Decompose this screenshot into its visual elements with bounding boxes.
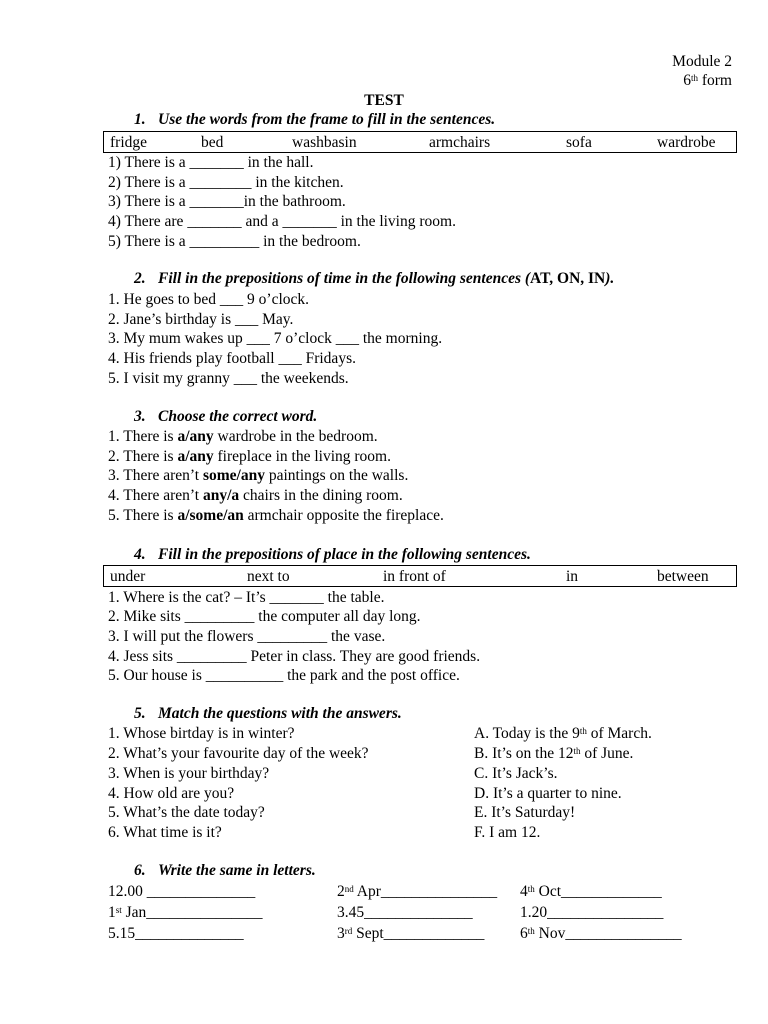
sentence-line: 4. His friends play football ___ Fridays.: [108, 350, 356, 367]
letters-cell: 1.20_______________: [520, 904, 664, 921]
question-line: 2. What’s your favourite day of the week?: [108, 745, 369, 762]
section-1-word-frame: [103, 131, 737, 153]
word-choice: a/any: [177, 448, 214, 465]
letters-cell: 1st Jan_______________: [108, 904, 263, 921]
frame-word: wardrobe: [657, 134, 716, 151]
letters-cell: 3rd Sept_____________: [337, 925, 485, 942]
section-3-heading: 3. Choose the correct word.: [134, 408, 318, 425]
choice-line: 1. There is a/any wardrobe in the bedroom.: [108, 428, 378, 445]
question-line: 4. How old are you?: [108, 785, 235, 802]
choice-line: 5. There is a/some/an armchair opposite the fireplace.: [108, 507, 444, 524]
sentence-line: 3) There is a _______in the bathroom.: [108, 193, 346, 210]
letters-cell: 2nd Apr_______________: [337, 883, 498, 900]
frame-word: between: [657, 568, 709, 585]
choice-line: 2. There is a/any fireplace in the living room.: [108, 448, 391, 465]
frame-word: next to: [247, 568, 290, 585]
answer-line: A. Today is the 9th of March.: [474, 725, 652, 742]
sentence-line: 1) There is a _______ in the hall.: [108, 154, 314, 171]
letters-cell: 6th Nov_______________: [520, 925, 682, 942]
letters-cell: 5.15______________: [108, 925, 244, 942]
question-line: 5. What’s the date today?: [108, 804, 265, 821]
frame-word: in front of: [383, 568, 446, 585]
section-5-heading: 5. Match the questions with the answers.: [134, 705, 402, 722]
question-line: 3. When is your birthday?: [108, 765, 270, 782]
letters-cell: 12.00 ______________: [108, 883, 256, 900]
word-choice: a/any: [177, 428, 214, 445]
section-6-heading: 6. Write the same in letters.: [134, 862, 316, 879]
sentence-line: 3. My mum wakes up ___ 7 o’clock ___ the morning.: [108, 330, 443, 347]
sentence-line: 2. Jane’s birthday is ___ May.: [108, 311, 294, 328]
frame-word: under: [110, 568, 146, 585]
choice-line: 3. There aren’t some/any paintings on the walls.: [108, 467, 409, 484]
header-info: [672, 52, 732, 90]
word-choice: any/a: [202, 487, 240, 504]
sentence-line: 1. Where is the cat? – It’s _______ the table.: [108, 589, 385, 606]
question-line: 6. What time is it?: [108, 824, 222, 841]
frame-word: bed: [201, 134, 224, 151]
form-label: 6th form: [683, 72, 732, 89]
sentence-line: 2. Mike sits _________ the computer all day long.: [108, 608, 421, 625]
test-title: TEST: [364, 92, 404, 109]
word-choice: a/some/an: [177, 507, 244, 524]
section-2-heading: 2. Fill in the prepositions of time in the following sentences (AT, ON, IN).: [134, 270, 615, 287]
sentence-line: 5. I visit my granny ___ the weekends.: [108, 370, 349, 387]
section-1-heading: 1. Use the words from the frame to fill in the sentences.: [134, 111, 496, 128]
choice-line: 4. There aren’t any/a chairs in the dining room.: [108, 487, 403, 504]
section-4-word-frame: [103, 565, 737, 587]
question-line: 1. Whose birtday is in winter?: [108, 725, 295, 742]
sentence-line: 3. I will put the flowers _________ the vase.: [108, 628, 386, 645]
section-4-heading: 4. Fill in the prepositions of place in the following sentences.: [134, 546, 531, 563]
answer-line: C. It’s Jack’s.: [474, 765, 558, 782]
sentence-line: 4. Jess sits _________ Peter in class. They are good friends.: [108, 648, 481, 665]
letters-cell: 4th Oct_____________: [520, 883, 662, 900]
sentence-line: 4) There are _______ and a _______ in the living room.: [108, 213, 456, 230]
answer-line: D. It’s a quarter to nine.: [474, 785, 622, 802]
sentence-line: 1. He goes to bed ___ 9 o’clock.: [108, 291, 310, 308]
frame-word: armchairs: [429, 134, 491, 151]
frame-word: sofa: [566, 134, 592, 151]
frame-word: fridge: [110, 134, 148, 151]
sentence-line: 5) There is a _________ in the bedroom.: [108, 233, 361, 250]
answer-line: B. It’s on the 12th of June.: [474, 745, 634, 762]
frame-word: washbasin: [292, 134, 357, 151]
answer-line: E. It’s Saturday!: [474, 804, 576, 821]
sentence-line: 2) There is a ________ in the kitchen.: [108, 174, 344, 191]
word-choice: some/any: [202, 467, 265, 484]
letters-cell: 3.45______________: [337, 904, 473, 921]
module-label: Module 2: [672, 53, 732, 70]
frame-word: in: [566, 568, 579, 585]
answer-line: F. I am 12.: [474, 824, 541, 841]
sentence-line: 5. Our house is __________ the park and the post office.: [108, 667, 460, 684]
